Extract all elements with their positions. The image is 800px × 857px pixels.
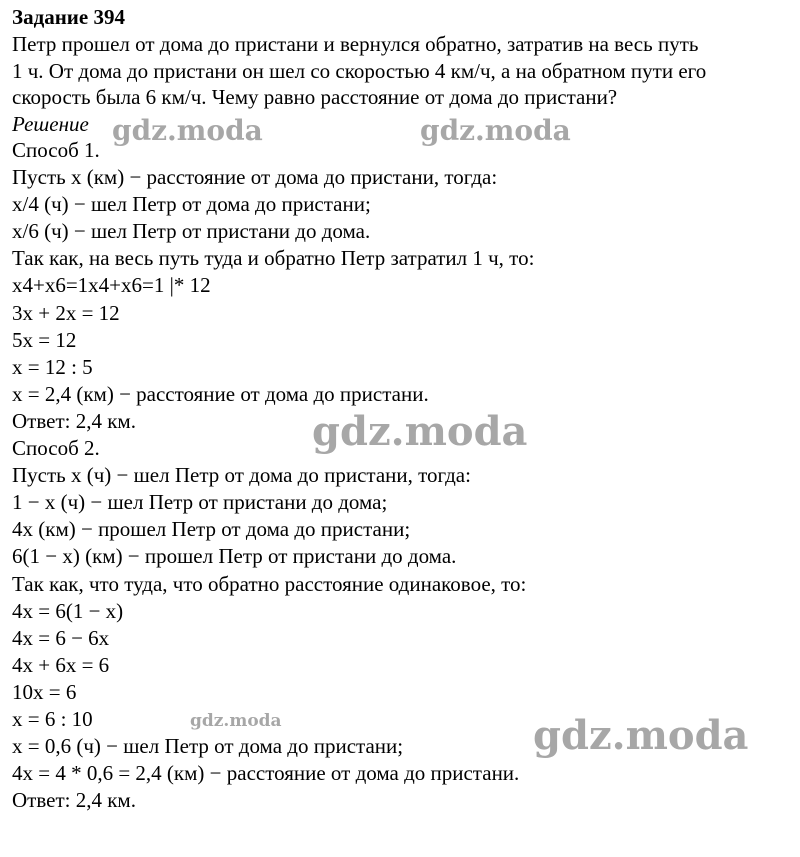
solution-line: х/6 (ч) − шел Петр от пристани до дома. <box>12 219 371 244</box>
solution-line: 1 − х (ч) − шел Петр от пристани до дома; <box>12 490 388 515</box>
equation-line: х = 6 : 10 <box>12 706 93 731</box>
answer-line: Ответ: 2,4 км. <box>12 788 136 813</box>
equation-line: х = 12 : 5 <box>12 354 93 379</box>
solution-line: х/4 (ч) − шел Петр от дома до пристани; <box>12 192 371 217</box>
solution-label: Решение <box>12 111 89 136</box>
problem-line: Петр прошел от дома до пристани и вернулся обратно, затратив на весь путь <box>12 32 699 56</box>
equation-line: 5х = 12 <box>12 327 77 352</box>
equation-line: 4х = 6 − 6х <box>12 625 110 650</box>
problem-line: скорость была 6 км/ч. Чему равно расстояние от дома до пристани? <box>12 85 618 109</box>
method-2-heading: Способ 2. <box>12 436 100 461</box>
watermark: gdz.moda <box>190 711 282 731</box>
solution-line: 6(1 − х) (км) − прошел Петр от пристани до дома. <box>12 544 457 569</box>
task-title: Задание 394 <box>12 5 125 29</box>
watermark: gdz.moda <box>112 114 263 147</box>
document-page <box>12 4 792 814</box>
method-1-heading: Способ 1. <box>12 138 100 162</box>
method-1 <box>12 137 792 435</box>
problem-statement <box>12 31 792 111</box>
equation-line: 4х + 6х = 6 <box>12 652 110 677</box>
solution-line: Так как, на весь путь туда и обратно Петр затратил 1 ч, то: <box>12 246 535 271</box>
equation-line: 10х = 6 <box>12 679 77 704</box>
solution-line: 4х (км) − прошел Петр от дома до пристани; <box>12 517 411 542</box>
equation-line: 4х = 6(1 − х) <box>12 598 124 623</box>
solution-line: 4х = 4 * 0,6 = 2,4 (км) − расстояние от дома до пристани. <box>12 761 520 786</box>
solution-line: Пусть х (ч) − шел Петр от дома до пристани, тогда: <box>12 463 471 488</box>
solution-line: х = 2,4 (км) − расстояние от дома до пристани. <box>12 381 429 406</box>
method-2 <box>12 435 792 814</box>
equation-line: x4+x6=1x4+x6=1 |* 12 <box>12 273 211 298</box>
problem-line: 1 ч. От дома до пристани он шел со скоростью 4 км/ч, а на обратном пути его <box>12 58 707 83</box>
solution-line: Пусть х (км) − расстояние от дома до пристани, тогда: <box>12 165 498 190</box>
watermark: gdz.moda <box>420 114 571 147</box>
solution-line: Так как, что туда, что обратно расстояние одинаковое, то: <box>12 571 527 596</box>
answer-line: Ответ: 2,4 км. <box>12 408 136 433</box>
solution-line: х = 0,6 (ч) − шел Петр от дома до пристани; <box>12 734 404 759</box>
watermark: gdz.moda <box>533 712 749 759</box>
watermark: gdz.moda <box>312 408 528 455</box>
equation-line: 3х + 2х = 12 <box>12 300 120 325</box>
